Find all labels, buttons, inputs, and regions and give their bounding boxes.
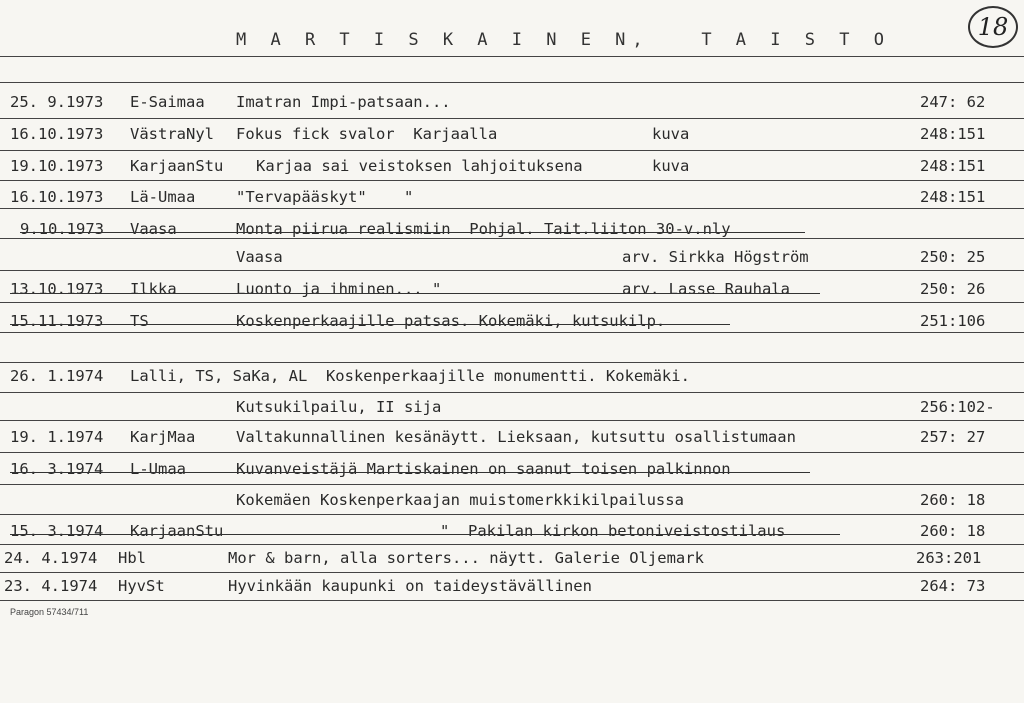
entry-date: 16.10.1973 — [10, 188, 104, 206]
entry-source: Hbl — [118, 549, 146, 567]
header-rule — [0, 56, 1024, 57]
entry-date: 26. 1.1974 — [10, 367, 104, 385]
entry-row — [0, 248, 1024, 272]
entry-title: Kutsukilpailu, II sija — [236, 398, 442, 416]
entry-date: 23. 4.1974 — [4, 577, 98, 595]
entry-source: TS — [130, 312, 149, 330]
entry-date: 13.10.1973 — [10, 280, 104, 298]
entry-title: Vaasa — [236, 248, 283, 266]
entry-date: 24. 4.1974 — [4, 549, 98, 567]
entry-note: kuva — [652, 157, 690, 175]
entry-title: Kuvanveistäjä Martiskainen on saanut toisen palkinnon — [236, 460, 731, 478]
entry-ref: 247: 62 — [920, 93, 986, 111]
entry-source: KarjaanStu — [130, 522, 224, 540]
entry-date: 15.11.1973 — [10, 312, 104, 330]
entry-title: Kokemäen Koskenperkaajan muistomerkkikilpailussa — [236, 491, 684, 509]
entry-ref: 264: 73 — [920, 577, 986, 595]
entry-ref: 256:102- — [920, 398, 995, 416]
entry-date: 19.10.1973 — [10, 157, 104, 175]
entry-title: "Tervapääskyt" " — [236, 188, 414, 206]
entry-date: 25. 9.1973 — [10, 93, 104, 111]
entry-title: Luonto ja ihminen... " — [236, 280, 442, 298]
strike-line — [10, 293, 820, 294]
entry-ref: 260: 18 — [920, 522, 986, 540]
entry-source: HyvSt — [118, 577, 165, 595]
entry-date: 19. 1.1974 — [10, 428, 104, 446]
entry-title: Monta piirua realismiin Pohjal. Tait.liiton 30-v.nly — [236, 220, 731, 238]
strike-line — [10, 534, 840, 535]
entry-title: Fokus fick svalor Karjaalla — [236, 125, 498, 143]
strike-line — [10, 324, 730, 325]
entry-row — [0, 188, 1024, 212]
entry-date: 9.10.1973 — [20, 220, 104, 238]
entry-title: Mor & barn, alla sorters... näytt. Galerie Oljemark — [228, 549, 704, 567]
entry-note: " Pakilan kirkon betoniveistostilaus — [440, 522, 786, 540]
header-rule-2 — [0, 82, 1024, 83]
entry-source: Lalli, TS, SaKa, AL Koskenperkaajille monumentti. Kokemäki. — [130, 367, 690, 385]
entry-note: arv. Lasse Rauhala — [622, 280, 790, 298]
strike-line — [10, 472, 810, 473]
entry-ref: 257: 27 — [920, 428, 986, 446]
entry-ref: 251:106 — [920, 312, 986, 330]
printer-mark: Paragon 57434/711 — [10, 607, 89, 617]
entry-ref: 248:151 — [920, 157, 986, 175]
page-number: 18 — [968, 6, 1018, 48]
entry-title: Valtakunnallinen kesänäytt. Lieksaan, kutsuttu osallistumaan — [236, 428, 796, 446]
card-heading: M A R T I S K A I N E N, T A I S T O — [236, 30, 891, 50]
entry-row — [0, 367, 1024, 391]
entry-row — [0, 549, 1024, 573]
entry-source: E-Saimaa — [130, 93, 205, 111]
strike-line — [20, 232, 805, 233]
entry-row — [0, 577, 1024, 601]
entry-row — [0, 157, 1024, 181]
entry-source: KarjaanStu — [130, 157, 224, 175]
entry-note: kuva — [652, 125, 690, 143]
entry-source: KarjMaa — [130, 428, 196, 446]
entry-ref: 250: 25 — [920, 248, 986, 266]
entry-row — [0, 280, 1024, 304]
entry-ref: 263:201 — [916, 549, 982, 567]
entry-row — [0, 491, 1024, 515]
entry-ref: 260: 18 — [920, 491, 986, 509]
entry-date: 16. 3.1974 — [10, 460, 104, 478]
entry-title: Imatran Impi-patsaan... — [236, 93, 451, 111]
entry-date: 16.10.1973 — [10, 125, 104, 143]
entry-source: Vaasa — [130, 220, 177, 238]
entry-row — [0, 125, 1024, 149]
entry-title: Hyvinkään kaupunki on taideystävällinen — [228, 577, 592, 595]
entry-row — [0, 93, 1024, 117]
entry-row — [0, 398, 1024, 422]
entry-source: L-Umaa — [130, 460, 186, 478]
entry-ref: 250: 26 — [920, 280, 986, 298]
entry-source: Ilkka — [130, 280, 177, 298]
entry-ref: 248:151 — [920, 125, 986, 143]
entry-title: Karjaa sai veistoksen lahjoituksena — [256, 157, 583, 175]
entry-note: arv. Sirkka Högström — [622, 248, 809, 266]
entry-date: 15. 3.1974 — [10, 522, 104, 540]
entry-source: VästraNyl — [130, 125, 214, 143]
entry-source: Lä-Umaa — [130, 188, 196, 206]
entry-title: Koskenperkaajille patsas. Kokemäki, kutsukilp. — [236, 312, 666, 330]
entry-row — [0, 428, 1024, 452]
entry-ref: 248:151 — [920, 188, 986, 206]
